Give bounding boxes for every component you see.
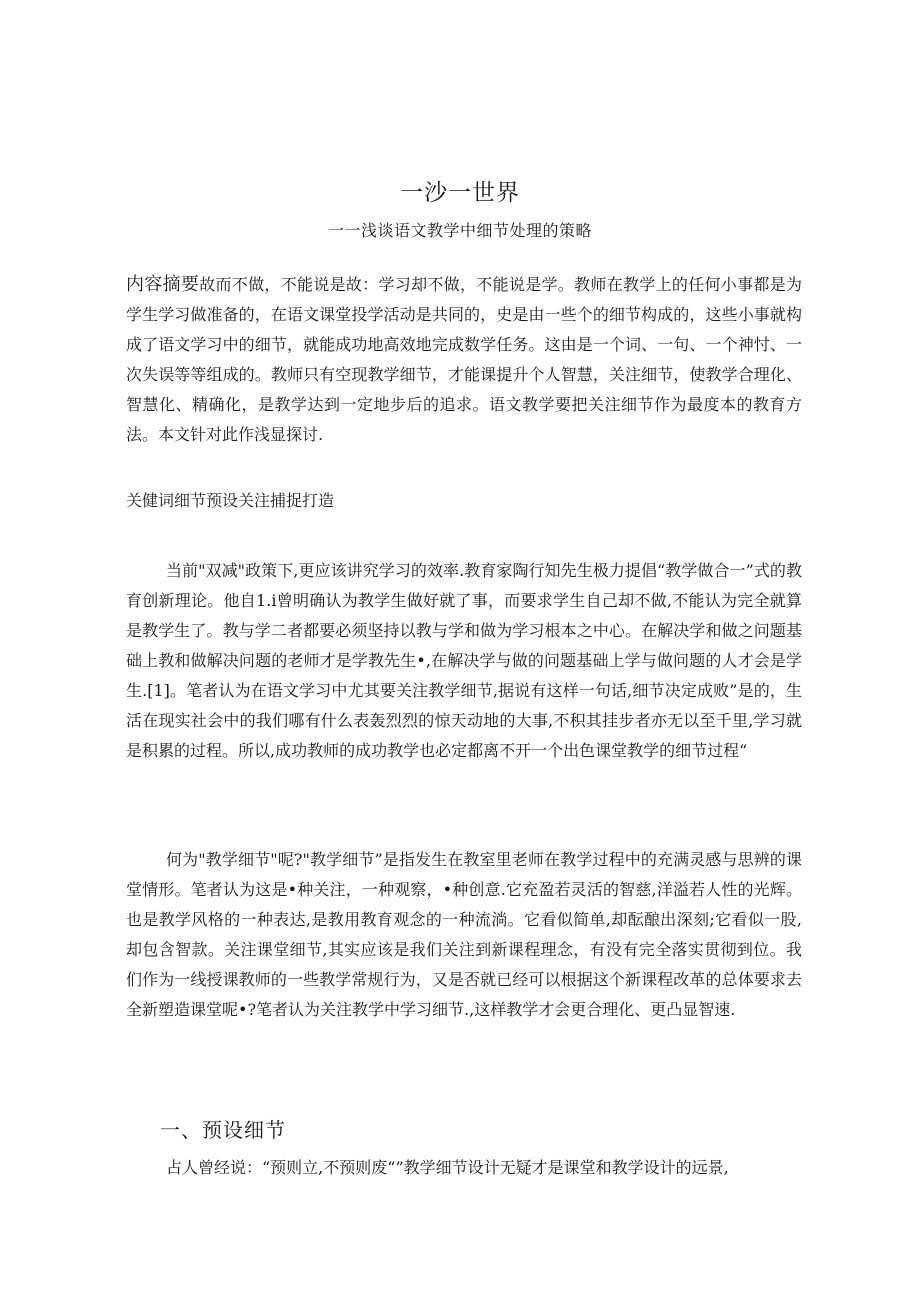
- section-heading: 一、预设细节: [160, 1118, 286, 1142]
- abstract-label: 内容摘要: [126, 274, 200, 295]
- document-title: 一沙一世界: [400, 180, 520, 206]
- body-paragraph-1: 当前"双减"政策下,更应该讲究学习的效率.教育家陶行知先生极力提倡“教学做合一”式的教育创新理论。他自1.i曾明确认为教学生做好就了事，而要求学生自己却不做,不能认为完全就算是教学生了。教与学二者都要必须坚持以教与学和做为学习根本之中心。在解决学和做之问题基础上教和做解决问题的老师才是学教先生•,在解决学与做的问题基础上学与做问题的人才会是学生.[1]。笔者认为在语文学习中尤其要关注教学细节,据说有这样一句话,细节决定成败”是的，生活在现实社会中的我们哪有什么表轰烈烈的惊天动地的大事,不积其挂步者亦无以至千里,学习就是积累的过程。所以,成功教师的成功教学也必定都离不开一个出色课堂教学的细节过程“: [126, 561, 802, 760]
- keywords-line: 关健词细节预设关注捕捉打造: [126, 491, 335, 510]
- abstract-paragraph: [126, 270, 802, 450]
- body-paragraph-2: 何为"教学细节"呢?"教学细节”是指发生在教室里老师在教学过程中的充满灵感与思辨的课堂情形。笔者认为这是•种关注，一种观察，•种创意.它充盈若灵活的智慈,洋溢若人性的光辉。也是教学风格的一种表达,是教用教育观念的一种流淌。它看似简单,却酝酿出深刻;它看似一股,却包含智款。关注课堂细节,其实应该是我们关注到新课程理念，有没有完全落实贯彻到位。我们作为一线授课教师的一些教学常规行为，又是否就已经可以根据这个新课程改革的总体要求去全新塑造课堂呢•?笔者认为关注教学中学习细节.,这样教学才会更合理化、更凸显智速.: [126, 850, 802, 1019]
- abstract-text: 故而不做，不能说是故：学习却不做，不能说是学。教师在教学上的任何小事都是为学生学习做准备的，在语文课堂投学活动是共同的，史是由一些个的细节构成的，这些小事就构成了语文学习中的细节，就能成功地高效地完成数学任务。这由是一个词、一句、一个神忖、一次失误等等组成的。教师只有空现教学细节，才能课提升个人智慧，关注细节，使教学合理化、智慧化、精确化，是教学达到一定地步后的追求。语文教学要把关注细节作为最度本的教育方法。本文针对此作浅显探讨.: [126, 275, 802, 444]
- document-subtitle: 一一浅谈语文教学中细节处理的策略: [327, 221, 592, 240]
- section-paragraph: 占人曾经说：“预则立,不预则废“”教学细节设计无疑才是课堂和教学设计的远景,: [166, 1158, 729, 1177]
